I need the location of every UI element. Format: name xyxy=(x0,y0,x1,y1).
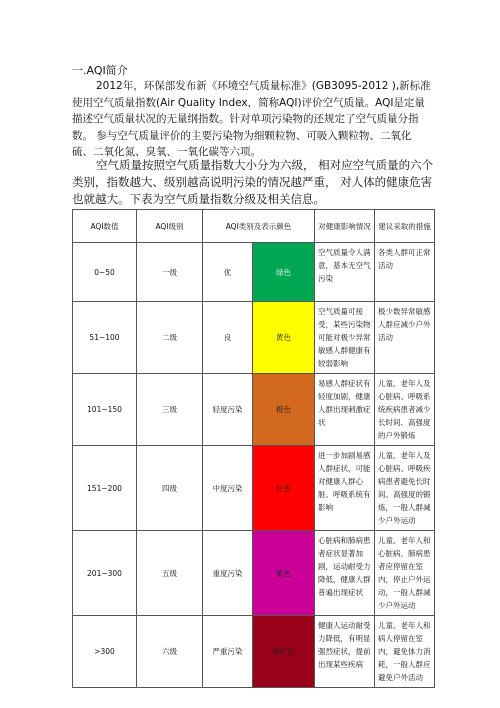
aqi-value-cell: 151~200 xyxy=(73,446,137,531)
aqi-value-cell: 51~100 xyxy=(73,302,137,374)
intro-paragraph xyxy=(72,78,432,161)
header-aqi: AQI数值 xyxy=(73,210,137,243)
aqi-level-cell: 一级 xyxy=(137,243,203,302)
table-row xyxy=(73,531,435,616)
advice-cell: 儿童、老年人及心脏病、呼吸疾病患者避免长时间、高强度的锻炼，一般人群减少户外运动 xyxy=(375,446,435,531)
aqi-level-cell: 四级 xyxy=(137,446,203,531)
color-swatch-cell: 绿色 xyxy=(253,243,315,302)
health-effect-cell: 易感人群症状有轻度加剧，健康人群出现刺激症状 xyxy=(315,374,375,446)
header-category: AQI类别及表示颜色 xyxy=(203,210,315,243)
health-effect-cell: 空气质量可接受，某些污染物可能对极少异常敏感人群健康有较弱影响 xyxy=(315,302,375,374)
intro-paragraph-text: 2012年，环保部发布新《环境空气质量标准》(GB3095-2012 ),新标准使用空气质量指数(Air Quality Index，简称AQI)评价空气质量。AQI是定量描述空气质量状况的无量纲指数。针对单项污染物的还规定了空气质量分指数。 参与空气质量评价的主要污染物为细颗粒物、可吸入颗粒物、二氧化硫、二氧化氮、臭氧、一氧化碳等六项。 xyxy=(72,80,431,158)
aqi-value-cell: 101~150 xyxy=(73,374,137,446)
section-title: 一.AQI简介 xyxy=(72,64,128,77)
table-row xyxy=(73,243,435,302)
aqi-category-cell: 轻度污染 xyxy=(203,374,253,446)
health-effect-cell: 空气质量令人满意，基本无空气污染 xyxy=(315,243,375,302)
aqi-category-cell: 良 xyxy=(203,302,253,374)
table-header-row xyxy=(73,210,435,243)
table-row xyxy=(73,374,435,446)
color-swatch-cell: 黄色 xyxy=(253,302,315,374)
health-effect-cell: 心脏病和肺病患者症状显著加剧，运动耐受力降低，健康人群普遍出现症状 xyxy=(315,531,375,616)
aqi-level-cell: 二级 xyxy=(137,302,203,374)
color-swatch-cell: 褐红色 xyxy=(253,616,315,688)
header-advice: 建议采取的措施 xyxy=(375,210,435,243)
advice-cell: 儿童、老年人和心脏病、肺病患者应停留在室内，停止户外运动，一般人群减少户外运动 xyxy=(375,531,435,616)
header-health: 对健康影响情况 xyxy=(315,210,375,243)
aqi-value-cell: 0~50 xyxy=(73,243,137,302)
aqi-category-cell: 严重污染 xyxy=(203,616,253,688)
advice-cell: 儿童、老年人及心脏病、呼吸系统疾病患者减少长时间、高强度的户外锻炼 xyxy=(375,374,435,446)
aqi-category-cell: 优 xyxy=(203,243,253,302)
health-effect-cell: 健康人运动耐受力降低，有明显强烈症状，提前出现某些疾病 xyxy=(315,616,375,688)
color-swatch-cell: 橙色 xyxy=(253,374,315,446)
advice-cell: 各类人群可正常活动 xyxy=(375,243,435,302)
aqi-level-cell: 五级 xyxy=(137,531,203,616)
header-level: AQI级别 xyxy=(137,210,203,243)
health-effect-cell: 进一步加剧易感人群症状，可能对健康人群心脏、呼吸系统有影响 xyxy=(315,446,375,531)
aqi-table xyxy=(72,209,435,688)
grading-paragraph xyxy=(72,157,434,208)
grading-paragraph-text: 空气质量按照空气质量指数大小分为六级， 相对应空气质量的六个类别，指数越大、级别越高说明污染的情况越严重， 对人体的健康危害也就越大。下表为空气质量指数分级及相关信息。 xyxy=(72,158,434,206)
advice-cell: 儿童、老年人和病人停留在室内，避免体力消耗，一般人群应避免户外活动 xyxy=(375,616,435,688)
aqi-value-cell: >300 xyxy=(73,616,137,688)
table-row xyxy=(73,302,435,374)
color-swatch-cell: 紫色 xyxy=(253,531,315,616)
aqi-category-cell: 中度污染 xyxy=(203,446,253,531)
table-row xyxy=(73,616,435,688)
advice-cell: 极少数异常敏感人群应减少户外活动 xyxy=(375,302,435,374)
aqi-value-cell: 201~300 xyxy=(73,531,137,616)
aqi-category-cell: 重度污染 xyxy=(203,531,253,616)
aqi-level-cell: 三级 xyxy=(137,374,203,446)
aqi-level-cell: 六级 xyxy=(137,616,203,688)
color-swatch-cell: 红色 xyxy=(253,446,315,531)
table-row xyxy=(73,446,435,531)
